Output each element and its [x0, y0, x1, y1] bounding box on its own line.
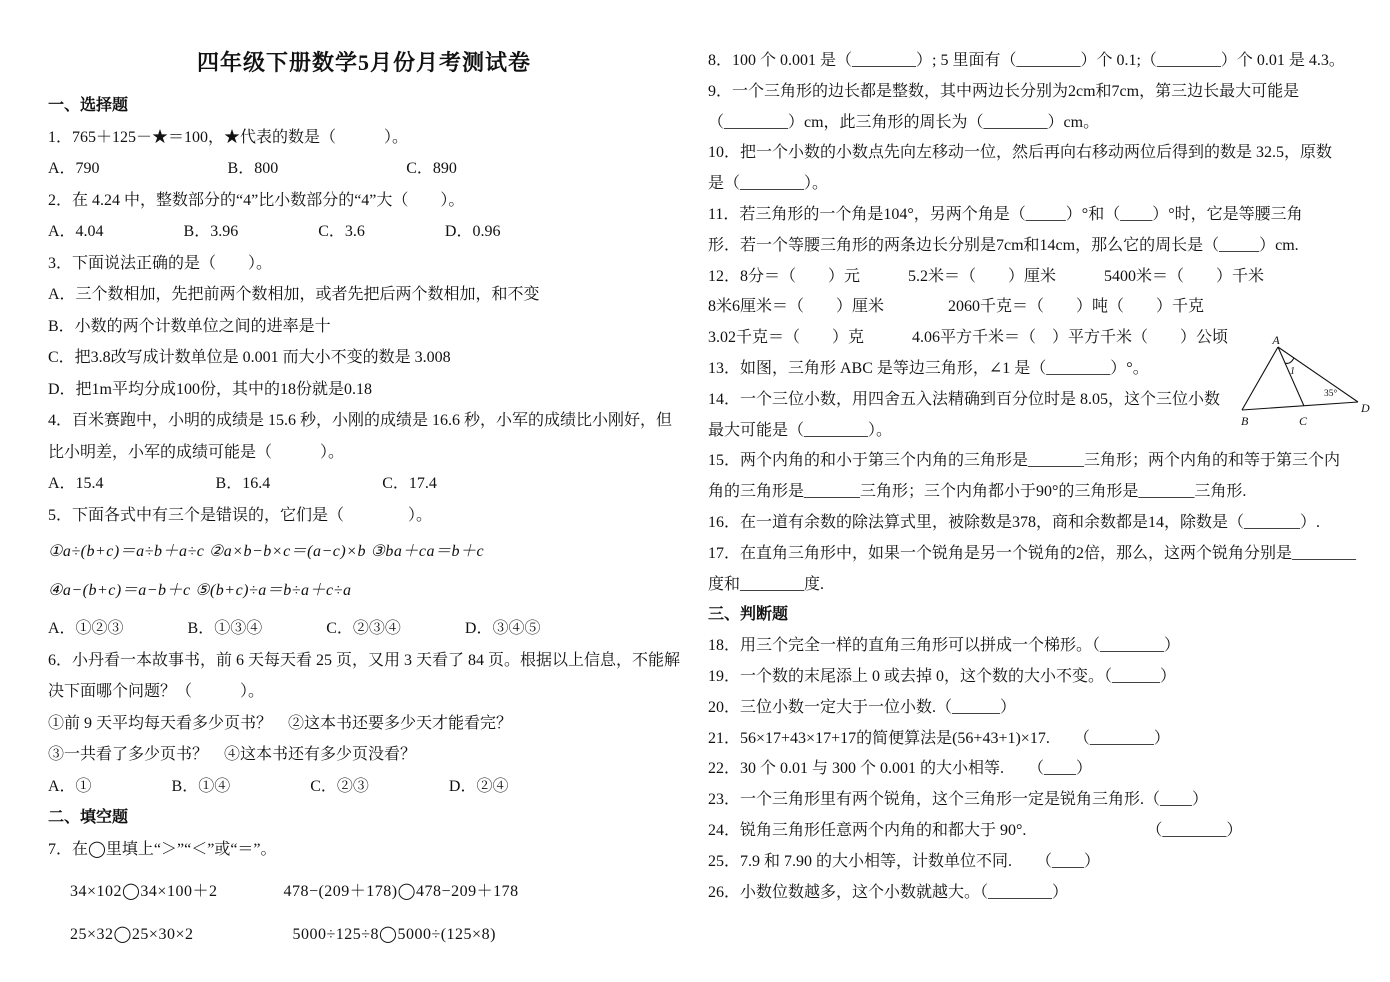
triangle-figure: [1240, 334, 1374, 430]
question-7-row-2: 25×32◯25×30×2 5000÷125÷8◯5000÷(125×8): [70, 925, 496, 943]
vertex-label-c: C: [1298, 414, 1308, 428]
question-9-cont: （________）cm，此三角形的周长为（________）cm。: [708, 113, 1100, 131]
question-5-options: A．①②③ B．①③④ C．②③④ D．③④⑤: [48, 620, 541, 637]
question-3-option-b: B．小数的两个计数单位之间的进率是十: [48, 317, 331, 335]
question-3-option-c: C．把3.8改写成计数单位是 0.001 而大小不变的数是 3.008: [48, 349, 451, 366]
question-26: 26．小数位数越多，这个小数就越大。（________）: [708, 883, 1069, 901]
question-23: 23．一个三角形里有两个锐角，这个三角形一定是锐角三角形.（____）: [708, 791, 1209, 809]
question-17-cont: 度和________度.: [708, 575, 825, 593]
section-heading-judge: 三、判断题: [708, 606, 789, 624]
triangle-base-line: [1242, 402, 1358, 410]
question-12-row-2: 8米6厘米＝（ ）厘米 2060千克＝（ ）吨（ ）千克: [708, 298, 1205, 316]
question-2: 2．在 4.24 中，整数部分的“4”比小数部分的“4”大（ ）。: [48, 191, 465, 209]
question-8: 8．100 个 0.001 是（________）; 5 里面有（________）个 0.1;（________）个 0.01 是 4.3。: [708, 52, 1345, 69]
question-21: 21．56×17+43×17+17的简便算法是(56+43+1)×17. （________）: [708, 729, 1170, 747]
question-6-subitems-1: ①前 9 天平均每天看多少页书？ ②这本书还要多少天才能看完？: [48, 714, 513, 732]
question-4: 4．百米赛跑中，小明的成绩是 15.6 秒，小刚的成绩是 16.6 秒，小军的成绩比小刚好，但: [48, 412, 673, 429]
question-3-option-a: A．三个数相加，先把前两个数相加，或者先把后两个数相加，和不变: [48, 286, 540, 303]
question-12-row-3: 3.02千克＝（ ）克 4.06平方千米＝（ ）平方千米（ ）公顷: [708, 329, 1229, 347]
question-10: 10．把一个小数的小数点先向左移动一位，然后再向右移动两位后得到的数是 32.5，原数: [708, 144, 1333, 162]
question-4-options: A．15.4 B．16.4 C．17.4: [48, 475, 437, 492]
question-6-subitems-2: ③一共看了多少页书？ ④这本书还有多少页没看？: [48, 746, 417, 763]
question-15-cont: 角的三角形是_______三角形；三个内角都小于90°的三角形是_______三角形.: [708, 483, 1247, 501]
page-title: 四年级下册数学5月份月考测试卷: [196, 50, 531, 75]
question-1: 1．765＋125－★＝100，★代表的数是（ ）。: [48, 128, 409, 146]
question-7-row-1: 34×102◯34×100＋2 478−(209＋178)◯478−209＋178: [70, 883, 519, 900]
question-24: 24．锐角三角形任意两个内角的和都大于 90°. （________）: [708, 821, 1243, 839]
right-column: [708, 46, 1368, 908]
question-14: 14．一个三位小数，用四舍五入法精确到百分位时是 8.05，这个三位小数: [708, 390, 1221, 408]
vertex-label-d: D: [1361, 401, 1370, 415]
question-6: 6．小丹看一本故事书，前 6 天每天看 25 页，又用 3 天看了 84 页。根据以上信息，不能解: [48, 651, 681, 669]
question-16: 16．在一道有余数的除法算式里，被除数是378，商和余数都是14，除数是（_______）.: [708, 513, 1321, 531]
question-5: 5．下面各式中有三个是错误的，它们是（ ）。: [48, 506, 433, 524]
question-3-option-d: D．把1m平均分成100份，其中的18份就是0.18: [48, 380, 373, 398]
question-25: 25．7.9 和 7.90 的大小相等，计数单位不同. （____）: [708, 852, 1101, 870]
question-5-formulas-2: ④a−(b+c)＝a−b＋c ⑤(b+c)÷a＝b÷a＋c÷a: [48, 581, 352, 599]
section-heading-choice: 一、选择题: [48, 97, 129, 114]
question-14-cont: 最大可能是（________）。: [708, 421, 893, 439]
question-5-formulas-1: ①a÷(b+c)＝a÷b＋a÷c ②a×b−b×c＝(a−c)×b ③ba＋ca＝b＋c: [48, 543, 485, 560]
triangle-side-ab: [1242, 347, 1278, 410]
question-3: 3．下面说法正确的是（ ）。: [48, 254, 273, 272]
question-22: 22．30 个 0.01 与 300 个 0.001 的大小相等. （____）: [708, 760, 1093, 778]
angle-d-label: 35°: [1324, 389, 1338, 399]
question-20: 20．三位小数一定大于一位小数.（______）: [708, 698, 1017, 716]
question-11: 11．若三角形的一个角是104°，另两个角是（_____）°和（____）°时，它是等腰三角: [708, 205, 1303, 223]
question-9: 9．一个三角形的边长都是整数，其中两边长分别为2cm和7cm，第三边长最大可能是: [708, 82, 1300, 100]
vertex-label-b: B: [1241, 414, 1249, 428]
left-column: [48, 44, 680, 950]
question-6-options: A．① B．①④ C．②③ D．②④: [48, 777, 509, 795]
question-6-cont: 决下面哪个问题？（ ）。: [48, 683, 265, 700]
question-19: 19．一个数的末尾添上 0 或去掉 0，这个数的大小不变。（______）: [708, 667, 1177, 685]
question-11-cont: 形．若一个等腰三角形的两条边长分别是7cm和14cm，那么它的周长是（_____）cm.: [708, 236, 1299, 254]
question-12-row-1: 12．8分＝（ ）元 5.2米＝（ ）厘米 5400米＝（ ）千米: [708, 267, 1265, 285]
question-10-cont: 是（________）。: [708, 175, 829, 193]
question-2-options: A．4.04 B．3.96 C．3.6 D．0.96: [48, 223, 501, 240]
question-15: 15．两个内角的和小于第三个内角的三角形是_______三角形；两个内角的和等于第三个内: [708, 452, 1341, 470]
section-heading-fill: 二、填空题: [48, 809, 129, 826]
vertex-label-a: A: [1272, 334, 1280, 347]
angle-1-label: 1: [1290, 366, 1295, 377]
question-13: 13．如图，三角形 ABC 是等边三角形，∠1 是（________）°。: [708, 359, 1149, 377]
question-7: 7．在◯里填上“＞”“＜”或“＝”。: [48, 840, 277, 858]
question-18: 18．用三个完全一样的直角三角形可以拼成一个梯形。（________）: [708, 637, 1181, 655]
question-1-options: A．790 B．800 C．890: [48, 160, 457, 177]
question-17: 17．在直角三角形中，如果一个锐角是另一个锐角的2倍，那么，这两个锐角分别是________: [708, 544, 1357, 562]
question-4-cont: 比小明差，小军的成绩可能是（ ）。: [48, 443, 345, 461]
angle-1-arc: [1285, 358, 1294, 363]
